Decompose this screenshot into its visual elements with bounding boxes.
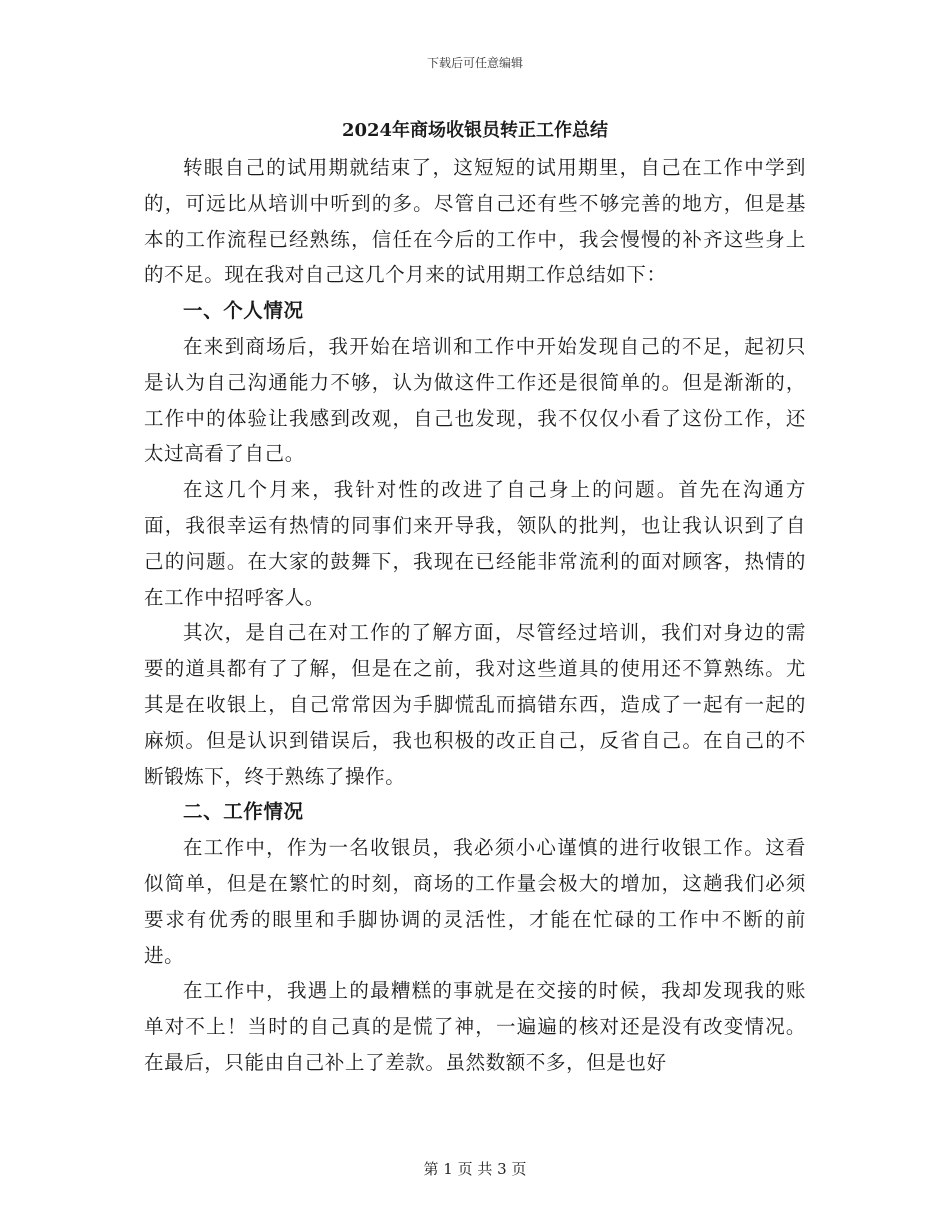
section-heading-work: 二、工作情况 <box>183 800 304 824</box>
body-paragraph: 在这几个月来，我针对性的改进了自己身上的问题。首先在沟通方面，我很幸运有热情的同事们来开导我，领队的批判，也让我认识到了自己的问题。在大家的鼓舞下，我现在已经能非常流利的面对顾客，热情的在工作中招呼客人。 <box>144 478 806 609</box>
intro-paragraph: 转眼自己的试用期就结束了，这短短的试用期里，自己在工作中学到的，可远比从培训中听到的多。尽管自己还有些不够完善的地方，但是基本的工作流程已经熟练，信任在今后的工作中，我会慢慢的补齐这些身上的不足。现在我对自己这几个月来的试用期工作总结如下： <box>144 156 806 287</box>
document-title: 2024年商场收银员转正工作总结 <box>341 120 609 141</box>
section-heading-personal: 一、个人情况 <box>183 299 304 323</box>
body-paragraph: 在来到商场后，我开始在培训和工作中开始发现自己的不足，起初只是认为自己沟通能力不够，认为做这件工作还是很简单的。但是渐渐的，工作中的体验让我感到改观，自己也发现，我不仅仅小看了这份工作，还太过高看了自己。 <box>144 334 806 466</box>
page-footer: 第 1 页 共 3 页 <box>423 1160 527 1178</box>
header-note: 下载后可任意编辑 <box>426 56 523 70</box>
body-paragraph: 其次，是自己在对工作的了解方面，尽管经过培训，我们对身边的需要的道具都有了了解，但是在之前，我对这些道具的使用还不算熟练。尤其是在收银上，自己常常因为手脚慌乱而搞错东西，造成了一起有一起的麻烦。但是认识到错误后，我也积极的改正自己，反省自己。在自己的不断锻炼下，终于熟练了操作。 <box>144 621 806 788</box>
document-body <box>144 150 806 1081</box>
body-paragraph: 在工作中，我遇上的最糟糕的事就是在交接的时候，我却发现我的账单对不上！当时的自己真的是慌了神，一遍遍的核对还是没有改变情况。在最后，只能由自己补上了差款。虽然数额不多，但是也好 <box>144 979 806 1074</box>
body-paragraph: 在工作中，作为一名收银员，我必须小心谨慎的进行收银工作。这看似简单，但是在繁忙的时刻，商场的工作量会极大的增加，这趟我们必须要求有优秀的眼里和手脚协调的灵活性，才能在忙碌的工作中不断的前进。 <box>144 836 806 967</box>
